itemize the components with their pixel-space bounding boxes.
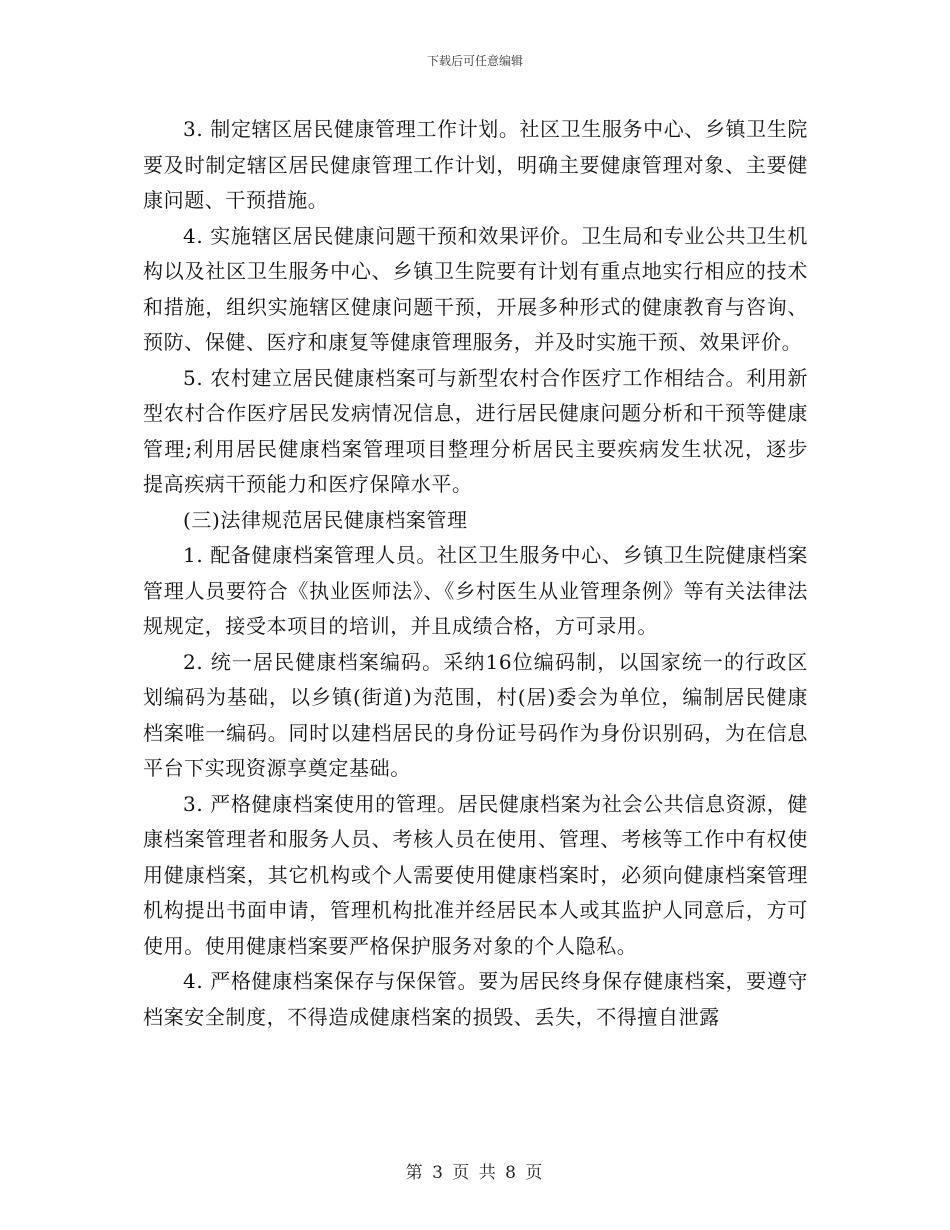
section-heading-legal: (三)法律规范居民健康档案管理	[183, 507, 468, 532]
page-number-footer: 第 3 页 共 8 页	[405, 1163, 545, 1183]
paragraph-rural-cooperation: 5. 农村建立居民健康档案可与新型农村合作医疗工作相结合。利用新型农村合作医疗居民发病情况信息，进行居民健康问题分析和干预等健康管理;利用居民健康档案管理项目整理分析居民主要疾病发生状况，逐步提高疾病干预能力和医疗保障水平。	[143, 365, 808, 496]
paragraph-intervention: 4. 实施辖区居民健康问题干预和效果评价。卫生局和专业公共卫生机构以及社区卫生服务中心、乡镇卫生院要有计划有重点地实行相应的技术和措施，组织实施辖区健康问题干预，开展多种形式的健康教育与咨询、预防、保健、医疗和康复等健康管理服务，并及时实施干预、效果评价。	[143, 223, 808, 354]
paragraph-plan: 3. 制定辖区居民健康管理工作计划。社区卫生服务中心、乡镇卫生院要及时制定辖区居民健康管理工作计划，明确主要健康管理对象、主要健康问题、干预措施。	[143, 117, 808, 212]
paragraph-storage: 4. 严格健康档案保存与保保管。要为居民终身保存健康档案，要遵守档案安全制度，不得造成健康档案的损毁、丢失，不得擅自泄露	[143, 969, 808, 1029]
paragraph-encoding: 2. 统一居民健康档案编码。采纳16位编码制，以国家统一的行政区划编码为基础，以乡镇(街道)为范围，村(居)委会为单位，编制居民健康档案唯一编码。同时以建档居民的身份证号码作为身份识别码，为在信息平台下实现资源享奠定基础。	[143, 649, 808, 780]
document-body	[143, 112, 808, 1035]
page-header-note: 下载后可任意编辑	[426, 54, 523, 68]
paragraph-usage: 3. 严格健康档案使用的管理。居民健康档案为社会公共信息资源，健康档案管理者和服务人员、考核人员在使用、管理、考核等工作中有权使用健康档案，其它机构或个人需要使用健康档案时，必须向健康档案管理机构提出书面申请，管理机构批准并经居民本人或其监护人同意后，方可使用。使用健康档案要严格保护服务对象的个人隐私。	[143, 791, 808, 958]
paragraph-staffing: 1. 配备健康档案管理人员。社区卫生服务中心、乡镇卫生院健康档案管理人员要符合《执业医师法》、《乡村医生从业管理条例》等有关法律法规规定，接受本项目的培训，并且成绩合格，方可录用。	[143, 543, 808, 638]
